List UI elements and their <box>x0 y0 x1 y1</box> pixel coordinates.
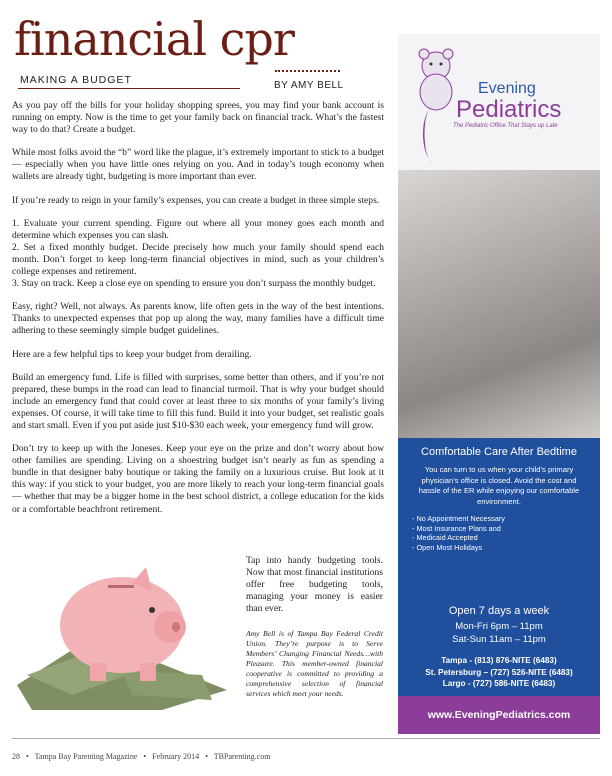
ad-phone: Largo - (727) 586-NITE (6483) <box>442 679 556 688</box>
byline-dots <box>275 70 340 72</box>
footer-separator: • <box>26 752 29 761</box>
paragraph: Easy, right? Well, not always. As parents know, life often gets in the way of the best intentions. Thanks to unexpected expenses that pop up along the way, many families have a difficult time adhering to these seemingly simple budget guidelines. <box>12 301 384 337</box>
paragraph: Build an emergency fund. Life is filled with surprises, some better than others, and if you’re not prepared, these bumps in the road can lead to financial turmoil. That is why your budget should include an emergency fund that could cover at least three to six months of your family’s living expenses. Of course, it will take time to fill this fund. Build it into your budget, set realistic goals and start small. Even if you put aside just $10-$30 each week, your emergency fund will grow. <box>12 371 384 431</box>
ad-brand-line2: Pediatrics <box>456 96 562 123</box>
step-item: 3. Stay on track. Keep a close eye on spending to ensure you don’t surpass the monthly budget. <box>12 278 376 290</box>
ad-bullet: - Medicaid Accepted <box>412 533 505 543</box>
ad-bullets <box>412 514 505 552</box>
website-link[interactable]: TBParenting.com <box>213 752 271 761</box>
page-footer <box>12 752 274 761</box>
article-body <box>12 100 384 527</box>
article-subtitle: MAKING A BUDGET <box>20 74 132 86</box>
ad-logo-area <box>398 34 600 170</box>
sleeping-child-photo <box>398 170 600 438</box>
ad-phones <box>398 655 600 690</box>
ad-headline: Comfortable Care After Bedtime <box>421 446 577 458</box>
paragraph: If you’re ready to reign in your family’s expenses, you can create a budget in three simple steps. <box>12 194 380 206</box>
footer-separator: • <box>143 752 147 761</box>
step-item: 2. Set a fixed monthly budget. Decide precisely how much your family should spend each month. Don’t forget to keep long-term financial objectives in mind, such as your children’s college expenses and retirement. <box>12 241 384 278</box>
piggy-bank-image <box>12 555 232 713</box>
evening-pediatrics-ad <box>398 34 600 734</box>
paragraph: While most folks avoid the “b” word like the plague, it’s extremely important to stick to a budget — especially when you have little ones relying on you. And in today’s tough economy when wallets are already tight, budgeting is more important than ever. <box>12 147 384 183</box>
page-number: 28 <box>12 752 20 761</box>
ad-open-days: Open 7 days a week <box>448 605 550 617</box>
paragraph: Tap into handy budgeting tools. Now that most financial institutions offer free budgeting tools, managing your money is easier than ever. <box>246 555 383 615</box>
footer-rule <box>12 738 600 739</box>
article-title: financial cpr <box>14 12 294 66</box>
ad-brand-line1: Evening <box>478 80 536 97</box>
author-bio: Amy Bell is of Tampa Bay Federal Credit Union. They’re purpose is to Serve Members’ Changing Financial Needs…with Pleasure. This member-owned financial cooperative is committed to providing a comprehensive selection of financial services which meet your needs. <box>246 629 383 699</box>
paragraph: Don’t try to keep up with the Joneses. Keep your eye on the prize and don’t worry about how other families are spending. Living on a shoestring budget isn’t nearly as fun as spending a bundle in that designer baby boutique or taking the family on a luxurious cruise. But look at it this way: if you stick to your budget, you are more likely to reach your long-term financial goals — whether that may be a bigger home in the best school district, a college education for the kids or a comfortable beachfront retirement. <box>12 443 384 515</box>
ad-hours-line: Sat-Sun 11am – 11pm <box>452 634 546 645</box>
ad-phone: St. Petersburg – (727) 526-NITE (6483) <box>425 667 573 677</box>
ad-website-link[interactable]: www.EveningPediatrics.com <box>398 696 600 734</box>
ad-hours <box>398 620 600 646</box>
byline: BY AMY BELL <box>274 80 344 91</box>
footer-separator: • <box>205 752 208 761</box>
ad-tagline: The Pediatric Office That Stays up Late <box>453 123 558 129</box>
magazine-name: Tampa Bay Parenting Magazine <box>34 752 138 761</box>
ad-bullet: - No Appointment Necessary <box>412 514 505 524</box>
step-item: 1. Evaluate your current spending. Figure out where all your money goes each month and determine which expenses you can slash. <box>12 217 384 241</box>
ad-phone: Tampa - (813) 876-NITE (6483) <box>441 656 557 665</box>
sidebar-text <box>246 555 383 699</box>
issue-date: February 2014 <box>152 752 200 761</box>
paragraph: Here are a few helpful tips to keep your budget from derailing. <box>12 348 252 360</box>
paragraph: As you pay off the bills for your holiday shopping sprees, you may find your bank account is running on empty. Now is the time to get your family back on financial track. What’s the fastest way to do that? Create a budget. <box>12 100 384 136</box>
title-rule <box>18 88 240 89</box>
ad-subtext: You can turn to us when your child’s primary physician’s office is closed. Avoid the cost and hassle of the ER while enjoying our comfortable environment. <box>418 465 580 506</box>
crescent-moon-icon <box>418 104 438 164</box>
ad-bullet: - Most Insurance Plans and <box>412 524 505 534</box>
ad-bullet: - Open Most Holidays <box>412 543 505 553</box>
ad-hours-line: Mon-Fri 6pm – 11pm <box>455 621 543 632</box>
